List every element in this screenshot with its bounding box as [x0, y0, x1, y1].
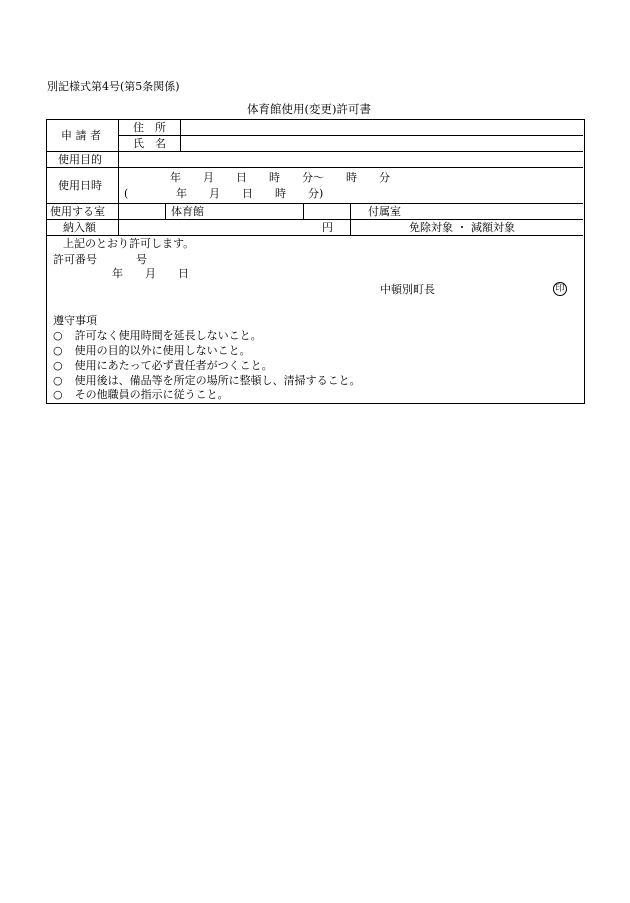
room-label: 使用する室	[50, 205, 105, 218]
circle-bullet-icon: ○	[53, 329, 63, 342]
address-label: 住 所	[133, 121, 166, 134]
rule-item	[53, 360, 273, 371]
circle-bullet-icon: ○	[53, 388, 63, 401]
rule-item	[53, 375, 361, 386]
gym-checkbox[interactable]	[119, 204, 164, 218]
address-field[interactable]	[181, 120, 582, 135]
authority-name: 中頓別町長	[380, 283, 435, 296]
rule-item	[53, 345, 251, 356]
purpose-field[interactable]	[119, 152, 582, 167]
rule-item	[53, 389, 229, 400]
rule-text: 許可なく使用時間を延長しないこと。	[74, 329, 262, 342]
permission-statement: 上記のとおり許可します。	[63, 237, 195, 250]
document-title: 体育館使用(変更)許可書	[247, 102, 371, 116]
fee-unit: 円	[322, 221, 333, 234]
fee-label: 納入額	[63, 221, 96, 234]
permit-number-suffix: 号	[136, 253, 147, 266]
seal-icon: 印	[553, 282, 567, 296]
annex-checkbox[interactable]	[304, 204, 349, 218]
purpose-label: 使用目的	[58, 153, 102, 166]
name-field[interactable]	[181, 136, 582, 151]
circle-bullet-icon: ○	[53, 359, 63, 372]
rule-item	[53, 330, 262, 341]
applicant-label: 申 請 者	[61, 129, 101, 142]
circle-bullet-icon: ○	[53, 374, 63, 387]
rule-text: 使用の目的以外に使用しないこと。	[74, 344, 251, 357]
name-label: 氏 名	[133, 137, 166, 150]
datetime-row-change[interactable]: 年 月 日 時 分)	[176, 187, 324, 200]
datetime-label: 使用日時	[58, 179, 102, 192]
datetime-row-change-open: (	[124, 187, 129, 200]
datetime-row-main[interactable]: 年 月 日 時 分〜 時 分	[170, 171, 390, 184]
form-reference: 別記様式第4号(第5条関係)	[47, 80, 180, 93]
permit-date: 年 月 日	[112, 267, 189, 280]
gym-label: 体育館	[171, 205, 204, 218]
circle-bullet-icon: ○	[53, 344, 63, 357]
permit-number-label: 許可番号	[53, 253, 97, 266]
rule-text: 使用にあたって必ず責任者がつくこと。	[74, 359, 273, 372]
exemption-options[interactable]: 免除対象 ・ 減額対象	[409, 221, 515, 234]
rule-text: その他職員の指示に従うこと。	[74, 388, 229, 401]
rules-heading: 遵守事項	[53, 314, 97, 327]
annex-label: 付属室	[368, 205, 401, 218]
fee-amount-field[interactable]	[119, 220, 319, 234]
rule-text: 使用後は、備品等を所定の場所に整頓し、清掃すること。	[74, 374, 361, 387]
